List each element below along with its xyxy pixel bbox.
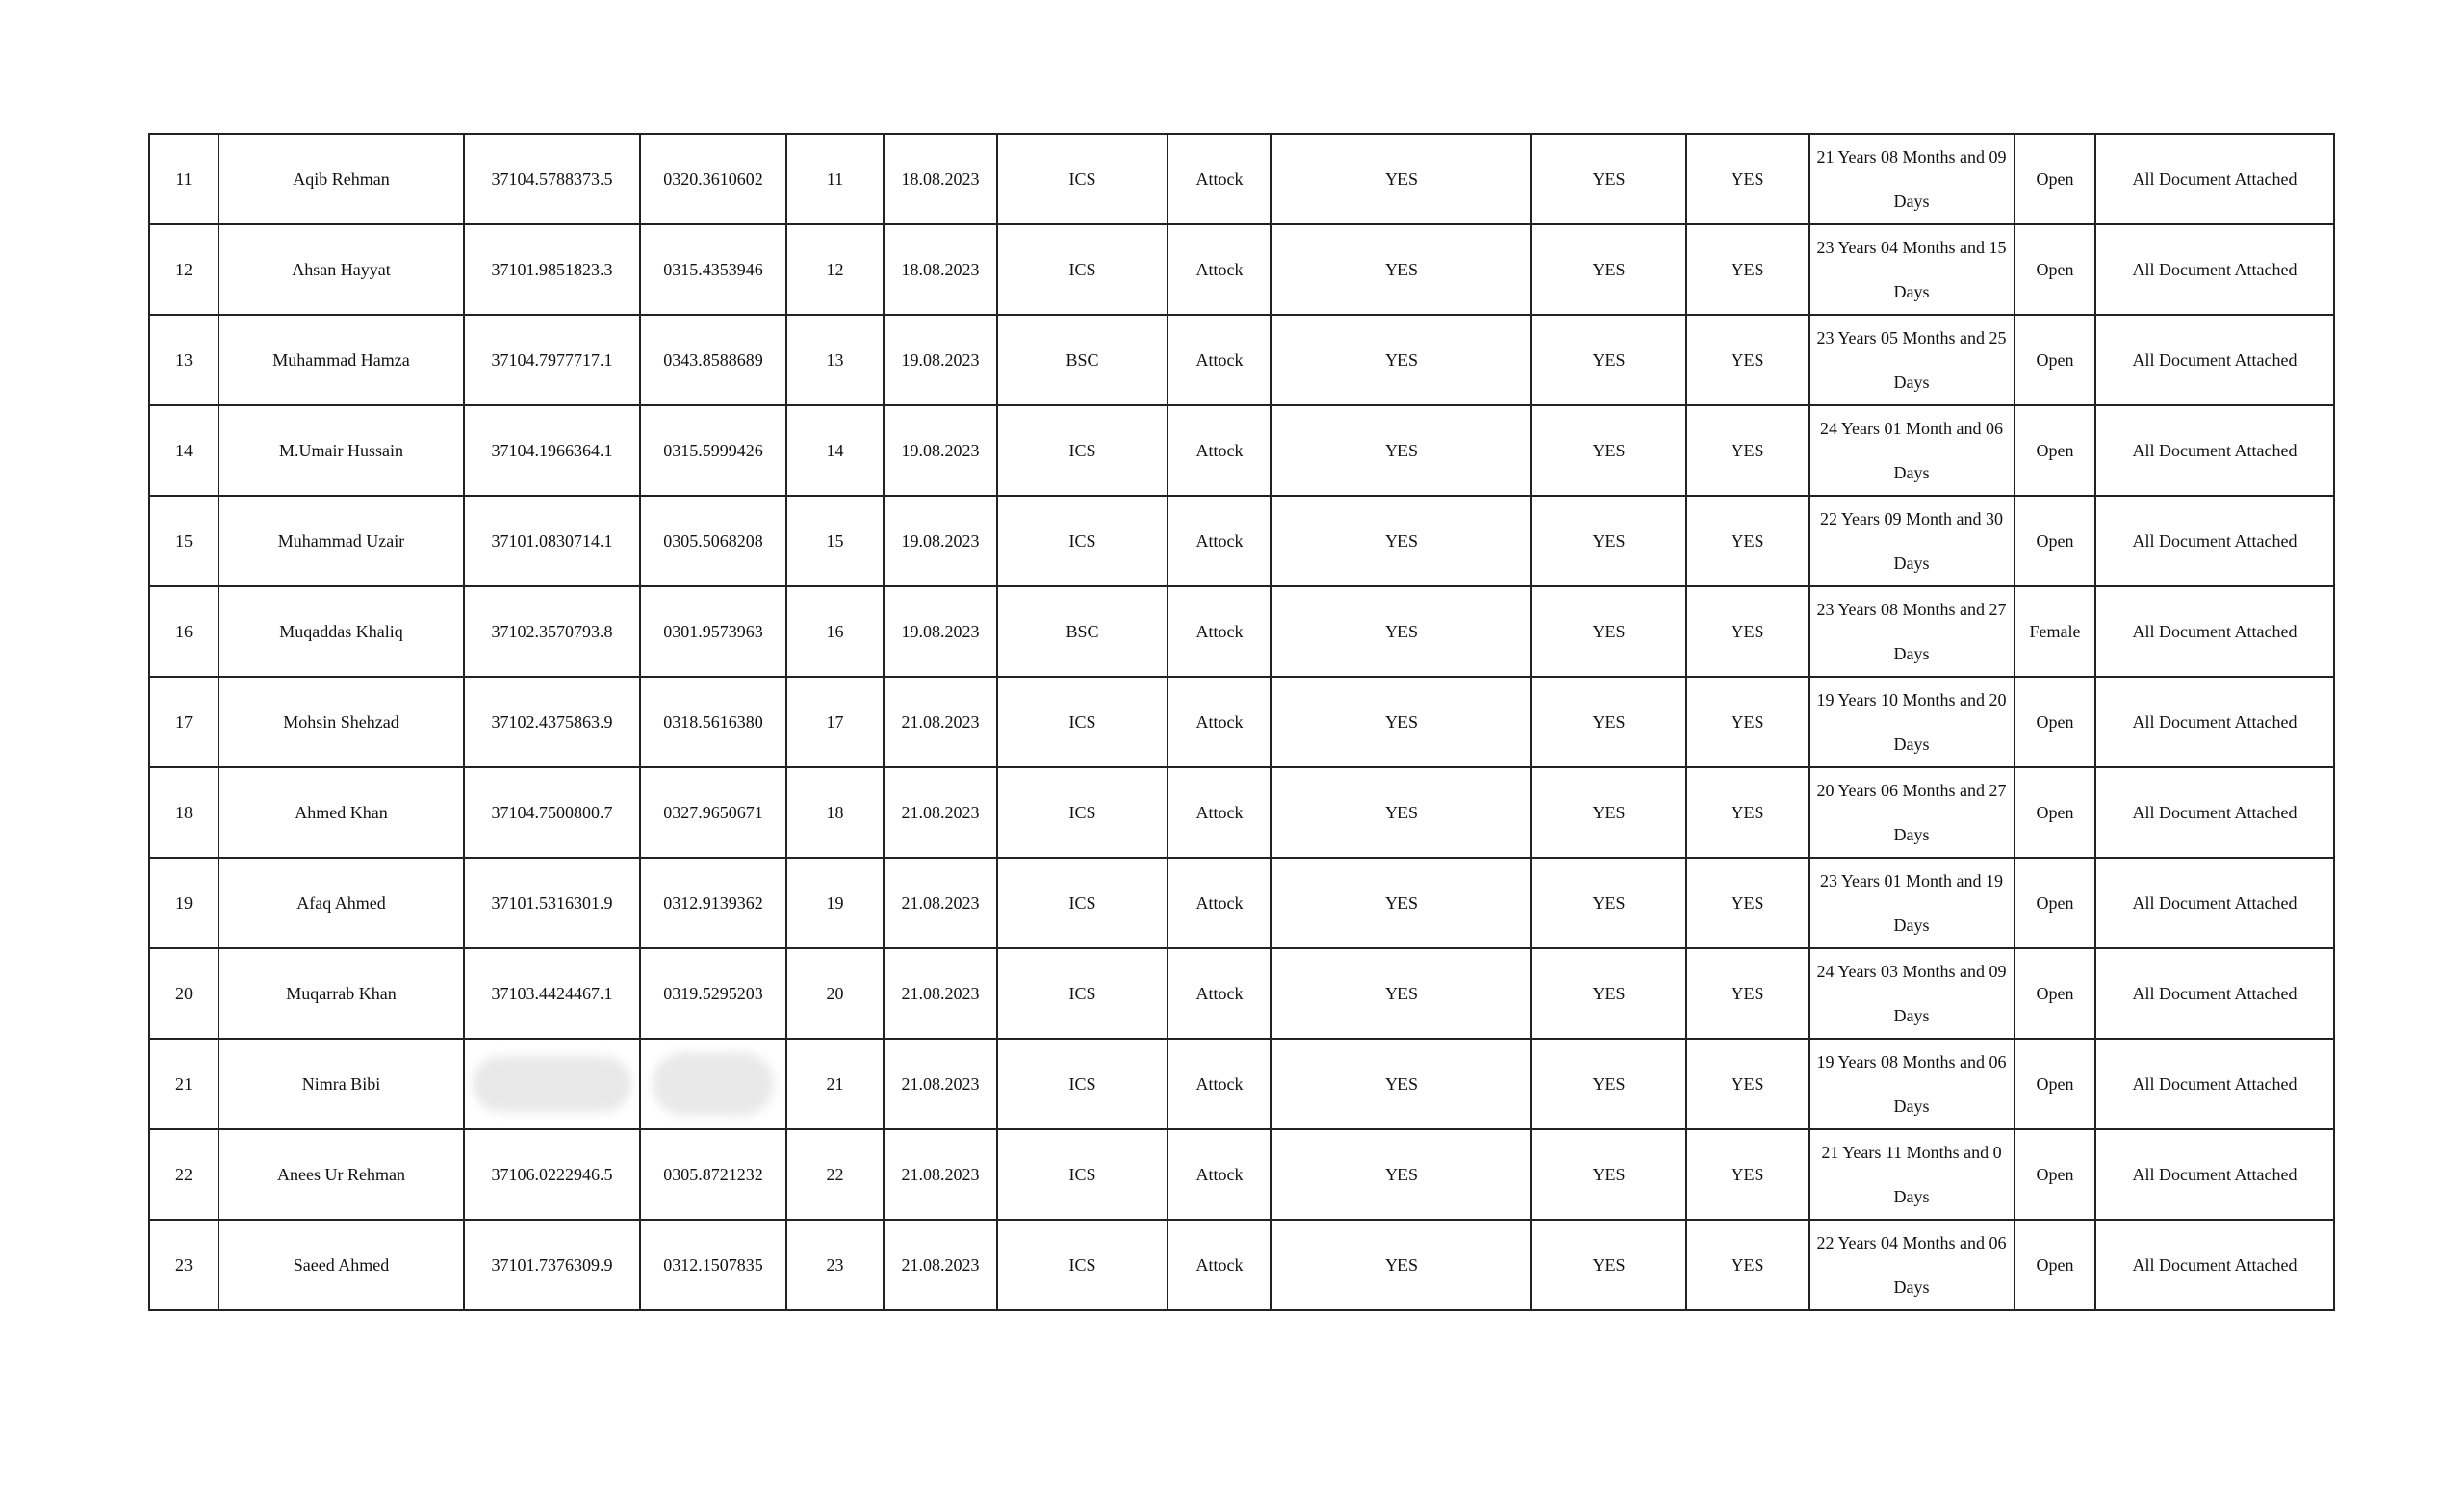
date-cell: 21.08.2023 — [884, 948, 997, 1039]
check-cell-2: YES — [1531, 405, 1686, 496]
serial-cell: 12 — [149, 224, 218, 315]
phone-cell: 0320.3610602 — [640, 134, 786, 224]
redaction-blur — [473, 1056, 631, 1112]
age-cell: 21 Years 08 Months and 09 Days — [1809, 134, 2015, 224]
table-body — [149, 134, 2334, 1310]
check-cell-3: YES — [1686, 496, 1809, 586]
phone-cell: 0319.5295203 — [640, 948, 786, 1039]
date-cell: 21.08.2023 — [884, 767, 997, 858]
serial-cell: 18 — [149, 767, 218, 858]
check-cell-2: YES — [1531, 1039, 1686, 1129]
qualification-cell: ICS — [997, 224, 1168, 315]
table-row — [149, 1220, 2334, 1310]
quota-cell: Open — [2015, 405, 2095, 496]
table-row — [149, 767, 2334, 858]
check-cell-2: YES — [1531, 224, 1686, 315]
table-row — [149, 1129, 2334, 1220]
check-cell-1: YES — [1271, 586, 1531, 677]
number-cell: 17 — [786, 677, 884, 767]
check-cell-2: YES — [1531, 496, 1686, 586]
qualification-cell: BSC — [997, 315, 1168, 405]
phone-cell — [640, 1039, 786, 1129]
name-cell: Muhammad Uzair — [218, 496, 464, 586]
quota-cell: Female — [2015, 586, 2095, 677]
check-cell-3: YES — [1686, 315, 1809, 405]
date-cell: 19.08.2023 — [884, 405, 997, 496]
remarks-cell: All Document Attached — [2095, 134, 2334, 224]
number-cell: 12 — [786, 224, 884, 315]
quota-cell: Open — [2015, 677, 2095, 767]
check-cell-1: YES — [1271, 948, 1531, 1039]
age-cell: 20 Years 06 Months and 27 Days — [1809, 767, 2015, 858]
date-cell: 21.08.2023 — [884, 1129, 997, 1220]
qualification-cell: ICS — [997, 677, 1168, 767]
age-cell: 19 Years 08 Months and 06 Days — [1809, 1039, 2015, 1129]
cnic-cell: 37101.5316301.9 — [464, 858, 640, 948]
cnic-cell — [464, 1039, 640, 1129]
check-cell-1: YES — [1271, 315, 1531, 405]
phone-cell: 0327.9650671 — [640, 767, 786, 858]
table-row — [149, 858, 2334, 948]
check-cell-2: YES — [1531, 948, 1686, 1039]
district-cell: Attock — [1168, 315, 1271, 405]
cnic-cell: 37101.7376309.9 — [464, 1220, 640, 1310]
quota-cell: Open — [2015, 224, 2095, 315]
cnic-cell: 37106.0222946.5 — [464, 1129, 640, 1220]
remarks-cell: All Document Attached — [2095, 1039, 2334, 1129]
quota-cell: Open — [2015, 496, 2095, 586]
qualification-cell: ICS — [997, 858, 1168, 948]
cnic-cell: 37102.3570793.8 — [464, 586, 640, 677]
check-cell-3: YES — [1686, 1220, 1809, 1310]
remarks-cell: All Document Attached — [2095, 948, 2334, 1039]
remarks-cell: All Document Attached — [2095, 767, 2334, 858]
number-cell: 22 — [786, 1129, 884, 1220]
district-cell: Attock — [1168, 586, 1271, 677]
check-cell-3: YES — [1686, 134, 1809, 224]
district-cell: Attock — [1168, 224, 1271, 315]
serial-cell: 11 — [149, 134, 218, 224]
age-cell: 23 Years 08 Months and 27 Days — [1809, 586, 2015, 677]
check-cell-3: YES — [1686, 858, 1809, 948]
check-cell-2: YES — [1531, 858, 1686, 948]
quota-cell: Open — [2015, 1039, 2095, 1129]
remarks-cell: All Document Attached — [2095, 1129, 2334, 1220]
check-cell-1: YES — [1271, 767, 1531, 858]
age-cell: 23 Years 05 Months and 25 Days — [1809, 315, 2015, 405]
date-cell: 21.08.2023 — [884, 1039, 997, 1129]
check-cell-2: YES — [1531, 767, 1686, 858]
number-cell: 23 — [786, 1220, 884, 1310]
name-cell: Ahmed Khan — [218, 767, 464, 858]
date-cell: 21.08.2023 — [884, 858, 997, 948]
serial-cell: 19 — [149, 858, 218, 948]
serial-cell: 17 — [149, 677, 218, 767]
check-cell-3: YES — [1686, 767, 1809, 858]
district-cell: Attock — [1168, 948, 1271, 1039]
date-cell: 18.08.2023 — [884, 224, 997, 315]
qualification-cell: ICS — [997, 1039, 1168, 1129]
check-cell-3: YES — [1686, 1039, 1809, 1129]
check-cell-1: YES — [1271, 1039, 1531, 1129]
check-cell-3: YES — [1686, 1129, 1809, 1220]
serial-cell: 13 — [149, 315, 218, 405]
check-cell-1: YES — [1271, 496, 1531, 586]
check-cell-3: YES — [1686, 948, 1809, 1039]
name-cell: Aqib Rehman — [218, 134, 464, 224]
number-cell: 16 — [786, 586, 884, 677]
table-row — [149, 134, 2334, 224]
phone-cell: 0343.8588689 — [640, 315, 786, 405]
number-cell: 14 — [786, 405, 884, 496]
name-cell: Afaq Ahmed — [218, 858, 464, 948]
qualification-cell: ICS — [997, 767, 1168, 858]
phone-cell: 0315.4353946 — [640, 224, 786, 315]
remarks-cell: All Document Attached — [2095, 1220, 2334, 1310]
serial-cell: 21 — [149, 1039, 218, 1129]
number-cell: 13 — [786, 315, 884, 405]
name-cell: Saeed Ahmed — [218, 1220, 464, 1310]
table-row — [149, 677, 2334, 767]
serial-cell: 23 — [149, 1220, 218, 1310]
district-cell: Attock — [1168, 858, 1271, 948]
age-cell: 23 Years 04 Months and 15 Days — [1809, 224, 2015, 315]
table-row — [149, 1039, 2334, 1129]
serial-cell: 14 — [149, 405, 218, 496]
date-cell: 19.08.2023 — [884, 315, 997, 405]
remarks-cell: All Document Attached — [2095, 224, 2334, 315]
age-cell: 22 Years 04 Months and 06 Days — [1809, 1220, 2015, 1310]
check-cell-3: YES — [1686, 224, 1809, 315]
quota-cell: Open — [2015, 858, 2095, 948]
cnic-cell: 37102.4375863.9 — [464, 677, 640, 767]
table-row — [149, 405, 2334, 496]
date-cell: 18.08.2023 — [884, 134, 997, 224]
cnic-cell: 37104.7500800.7 — [464, 767, 640, 858]
check-cell-1: YES — [1271, 1129, 1531, 1220]
qualification-cell: BSC — [997, 586, 1168, 677]
phone-cell: 0301.9573963 — [640, 586, 786, 677]
phone-cell: 0318.5616380 — [640, 677, 786, 767]
phone-cell: 0312.1507835 — [640, 1220, 786, 1310]
phone-cell: 0305.8721232 — [640, 1129, 786, 1220]
date-cell: 19.08.2023 — [884, 586, 997, 677]
number-cell: 19 — [786, 858, 884, 948]
check-cell-1: YES — [1271, 1220, 1531, 1310]
remarks-cell: All Document Attached — [2095, 677, 2334, 767]
table-row — [149, 496, 2334, 586]
name-cell: Mohsin Shehzad — [218, 677, 464, 767]
serial-cell: 16 — [149, 586, 218, 677]
check-cell-2: YES — [1531, 134, 1686, 224]
qualification-cell: ICS — [997, 1129, 1168, 1220]
district-cell: Attock — [1168, 677, 1271, 767]
table-row — [149, 948, 2334, 1039]
name-cell: Muhammad Hamza — [218, 315, 464, 405]
qualification-cell: ICS — [997, 948, 1168, 1039]
candidates-table — [148, 133, 2335, 1311]
quota-cell: Open — [2015, 1129, 2095, 1220]
name-cell: Nimra Bibi — [218, 1039, 464, 1129]
date-cell: 19.08.2023 — [884, 496, 997, 586]
serial-cell: 20 — [149, 948, 218, 1039]
phone-cell: 0315.5999426 — [640, 405, 786, 496]
quota-cell: Open — [2015, 767, 2095, 858]
check-cell-3: YES — [1686, 586, 1809, 677]
number-cell: 21 — [786, 1039, 884, 1129]
name-cell: Anees Ur Rehman — [218, 1129, 464, 1220]
number-cell: 18 — [786, 767, 884, 858]
district-cell: Attock — [1168, 1039, 1271, 1129]
name-cell: Muqaddas Khaliq — [218, 586, 464, 677]
cnic-cell: 37103.4424467.1 — [464, 948, 640, 1039]
district-cell: Attock — [1168, 1220, 1271, 1310]
cnic-cell: 37101.9851823.3 — [464, 224, 640, 315]
check-cell-2: YES — [1531, 586, 1686, 677]
serial-cell: 15 — [149, 496, 218, 586]
number-cell: 20 — [786, 948, 884, 1039]
check-cell-1: YES — [1271, 134, 1531, 224]
qualification-cell: ICS — [997, 496, 1168, 586]
age-cell: 23 Years 01 Month and 19 Days — [1809, 858, 2015, 948]
quota-cell: Open — [2015, 134, 2095, 224]
cnic-cell: 37101.0830714.1 — [464, 496, 640, 586]
district-cell: Attock — [1168, 496, 1271, 586]
phone-cell: 0305.5068208 — [640, 496, 786, 586]
district-cell: Attock — [1168, 405, 1271, 496]
redaction-blur — [653, 1052, 774, 1116]
age-cell: 19 Years 10 Months and 20 Days — [1809, 677, 2015, 767]
district-cell: Attock — [1168, 134, 1271, 224]
quota-cell: Open — [2015, 948, 2095, 1039]
table-row — [149, 224, 2334, 315]
age-cell: 24 Years 03 Months and 09 Days — [1809, 948, 2015, 1039]
district-cell: Attock — [1168, 1129, 1271, 1220]
number-cell: 11 — [786, 134, 884, 224]
quota-cell: Open — [2015, 315, 2095, 405]
check-cell-2: YES — [1531, 1220, 1686, 1310]
table-row — [149, 315, 2334, 405]
remarks-cell: All Document Attached — [2095, 405, 2334, 496]
check-cell-2: YES — [1531, 1129, 1686, 1220]
cnic-cell: 37104.7977717.1 — [464, 315, 640, 405]
remarks-cell: All Document Attached — [2095, 586, 2334, 677]
check-cell-1: YES — [1271, 224, 1531, 315]
age-cell: 22 Years 09 Month and 30 Days — [1809, 496, 2015, 586]
check-cell-1: YES — [1271, 858, 1531, 948]
check-cell-1: YES — [1271, 405, 1531, 496]
check-cell-2: YES — [1531, 677, 1686, 767]
district-cell: Attock — [1168, 767, 1271, 858]
phone-cell: 0312.9139362 — [640, 858, 786, 948]
table-row — [149, 586, 2334, 677]
remarks-cell: All Document Attached — [2095, 496, 2334, 586]
cnic-cell: 37104.5788373.5 — [464, 134, 640, 224]
cnic-cell: 37104.1966364.1 — [464, 405, 640, 496]
age-cell: 21 Years 11 Months and 0 Days — [1809, 1129, 2015, 1220]
check-cell-2: YES — [1531, 315, 1686, 405]
check-cell-3: YES — [1686, 405, 1809, 496]
check-cell-3: YES — [1686, 677, 1809, 767]
check-cell-1: YES — [1271, 677, 1531, 767]
number-cell: 15 — [786, 496, 884, 586]
qualification-cell: ICS — [997, 405, 1168, 496]
date-cell: 21.08.2023 — [884, 677, 997, 767]
date-cell: 21.08.2023 — [884, 1220, 997, 1310]
name-cell: M.Umair Hussain — [218, 405, 464, 496]
remarks-cell: All Document Attached — [2095, 858, 2334, 948]
name-cell: Ahsan Hayyat — [218, 224, 464, 315]
qualification-cell: ICS — [997, 1220, 1168, 1310]
remarks-cell: All Document Attached — [2095, 315, 2334, 405]
qualification-cell: ICS — [997, 134, 1168, 224]
age-cell: 24 Years 01 Month and 06 Days — [1809, 405, 2015, 496]
serial-cell: 22 — [149, 1129, 218, 1220]
name-cell: Muqarrab Khan — [218, 948, 464, 1039]
quota-cell: Open — [2015, 1220, 2095, 1310]
